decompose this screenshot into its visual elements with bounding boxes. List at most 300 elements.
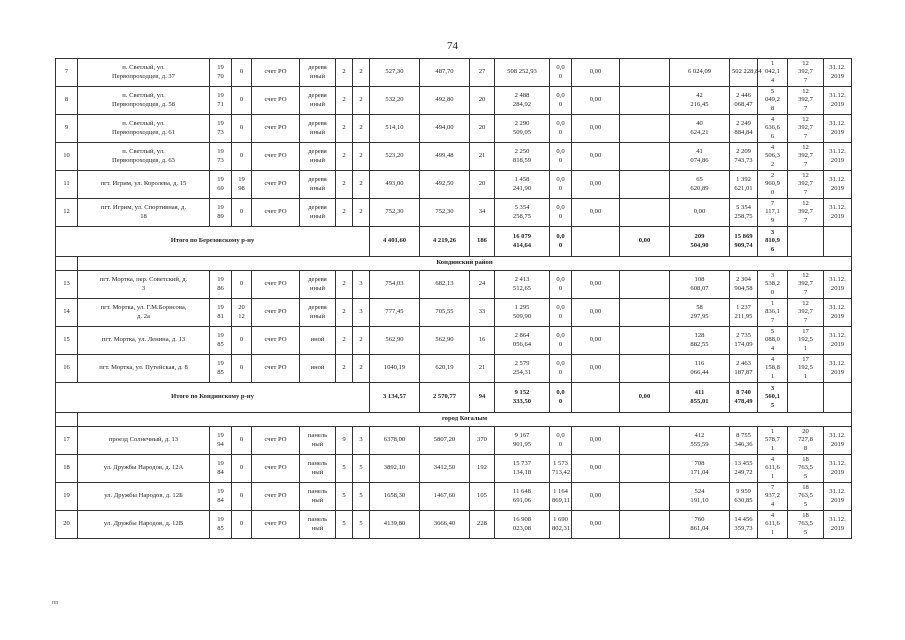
funding-method-cell: счет РО [252, 483, 300, 511]
municipal-cost-cell: 58 297,95 [670, 299, 730, 327]
unit-cost-cell: 5 088,0 4 [758, 327, 788, 355]
commission-year-cell: 19 69 [210, 171, 232, 199]
table-row [56, 327, 852, 355]
floors-cell: 2 [336, 115, 353, 143]
municipal-cost-cell: 128 882,55 [670, 327, 730, 355]
living-area-cell: 1467,60 [420, 483, 470, 511]
total-cost-cell: 1 458 241,90 [495, 171, 550, 199]
owners-cost-cell: 2 304 904,58 [730, 271, 758, 299]
floors-cell: 9 [336, 427, 353, 455]
deadline-cell: 31.12. 2019 [824, 455, 852, 483]
total-res-cell: 94 [470, 383, 495, 413]
funding-method-cell: счет РО [252, 427, 300, 455]
table-row [56, 115, 852, 143]
budget-cell: 0,00 [572, 87, 620, 115]
empty-cell [56, 257, 78, 271]
funding-method-cell: счет РО [252, 355, 300, 383]
total-area-cell: 752,30 [370, 199, 420, 227]
total-area-cell: 532,20 [370, 87, 420, 115]
commission-year-cell: 19 73 [210, 115, 232, 143]
row-number: 14 [56, 299, 78, 327]
deadline-cell: 31.12. 2019 [824, 115, 852, 143]
empty-cell [620, 143, 670, 171]
budget-cell: 0,00 [572, 115, 620, 143]
max-unit-cost-cell: 12 392,7 7 [788, 199, 824, 227]
fund-support-cell: 0,0 0 [550, 271, 572, 299]
floors-cell: 2 [336, 271, 353, 299]
max-unit-cost-cell: 20 727,8 8 [788, 427, 824, 455]
entrances-cell: 3 [353, 271, 370, 299]
overhaul-year-cell: 0 [232, 143, 252, 171]
residents-cell: 21 [470, 355, 495, 383]
owners-cost-cell: 2 209 743,73 [730, 143, 758, 171]
total-cost-cell: 1 295 509,90 [495, 299, 550, 327]
municipal-cost-cell: 0,00 [670, 199, 730, 227]
max-unit-cost-cell: 18 763,5 5 [788, 511, 824, 539]
address-cell: пгт. Мортка, ул. Г.М.Борисова, д. 2а [78, 299, 210, 327]
row-number: 7 [56, 59, 78, 87]
total-cost-cell: 2 488 284,92 [495, 87, 550, 115]
unit-cost-cell: 4 158,8 1 [758, 355, 788, 383]
address-cell: п. Светлый, ул. Первопроходцев, д. 58 [78, 87, 210, 115]
unit-cost-cell: 4 506,3 2 [758, 143, 788, 171]
owners-cost-cell: 1 392 621,01 [730, 171, 758, 199]
section-row [56, 413, 852, 427]
total-row [56, 383, 852, 413]
total-c1-cell: 16 079 414,64 [495, 227, 550, 257]
deadline-cell: 31.12. 2019 [824, 199, 852, 227]
total-cost-cell: 9 167 901,95 [495, 427, 550, 455]
fund-support-cell: 0,0 0 [550, 327, 572, 355]
deadline-cell: 31.12. 2019 [824, 171, 852, 199]
total-c3-cell: 0,00 [620, 383, 670, 413]
unit-cost-cell: 1 578,7 1 [758, 427, 788, 455]
commission-year-cell: 19 84 [210, 455, 232, 483]
total-area-cell: 4139,80 [370, 511, 420, 539]
total-cost-cell: 2 413 512,65 [495, 271, 550, 299]
empty-cell [620, 115, 670, 143]
wall-material-cell: деревя нный [300, 87, 336, 115]
funding-method-cell: счет РО [252, 327, 300, 355]
owners-cost-cell: 502 228,84 [730, 59, 758, 87]
fund-support-cell: 0,0 0 [550, 171, 572, 199]
overhaul-year-cell: 0 [232, 87, 252, 115]
housing-register-table [55, 58, 852, 539]
deadline-cell: 31.12. 2019 [824, 143, 852, 171]
living-area-cell: 3666,40 [420, 511, 470, 539]
floors-cell: 5 [336, 511, 353, 539]
empty-cell [620, 355, 670, 383]
wall-material-cell: деревя нный [300, 299, 336, 327]
residents-cell: 105 [470, 483, 495, 511]
empty-cell [572, 227, 620, 257]
floors-cell: 2 [336, 59, 353, 87]
budget-cell: 0,00 [572, 199, 620, 227]
residents-cell: 20 [470, 87, 495, 115]
funding-method-cell: счет РО [252, 87, 300, 115]
max-unit-cost-cell: 12 392,7 7 [788, 87, 824, 115]
table-row [56, 355, 852, 383]
table-row [56, 59, 852, 87]
fund-support-cell: 0,0 0 [550, 143, 572, 171]
unit-cost-cell: 7 937,2 4 [758, 483, 788, 511]
total-area-cell: 1658,30 [370, 483, 420, 511]
table-row [56, 427, 852, 455]
commission-year-cell: 19 85 [210, 355, 232, 383]
budget-cell: 0,00 [572, 171, 620, 199]
overhaul-year-cell: 0 [232, 355, 252, 383]
overhaul-year-cell: 0 [232, 327, 252, 355]
funding-method-cell: счет РО [252, 455, 300, 483]
empty-cell [788, 227, 824, 257]
table-row [56, 455, 852, 483]
total-c5-cell: 15 869 909,74 [730, 227, 758, 257]
table-row [56, 271, 852, 299]
floors-cell: 2 [336, 327, 353, 355]
overhaul-year-cell: 19 98 [232, 171, 252, 199]
total-c3-cell: 0,00 [620, 227, 670, 257]
budget-cell: 0,00 [572, 355, 620, 383]
floors-cell: 2 [336, 87, 353, 115]
total-cost-cell: 15 737 134,18 [495, 455, 550, 483]
overhaul-year-cell: 0 [232, 271, 252, 299]
entrances-cell: 5 [353, 511, 370, 539]
overhaul-year-cell: 20 12 [232, 299, 252, 327]
total-cost-cell: 11 648 691,06 [495, 483, 550, 511]
funding-method-cell: счет РО [252, 299, 300, 327]
unit-cost-cell: 3 538,2 0 [758, 271, 788, 299]
residents-cell: 228 [470, 511, 495, 539]
row-number: 13 [56, 271, 78, 299]
address-cell: ул. Дружбы Народов, д. 12Б [78, 483, 210, 511]
entrances-cell: 2 [353, 87, 370, 115]
commission-year-cell: 19 89 [210, 199, 232, 227]
total-a2-cell: 2 570,77 [420, 383, 470, 413]
commission-year-cell: 19 85 [210, 327, 232, 355]
overhaul-year-cell: 0 [232, 199, 252, 227]
fund-support-cell: 1 573 713,42 [550, 455, 572, 483]
wall-material-cell: иной [300, 327, 336, 355]
budget-cell: 0,00 [572, 483, 620, 511]
total-c4-cell: 411 855,01 [670, 383, 730, 413]
address-cell: пгт. Игрим, ул. Спортивная, д. 18 [78, 199, 210, 227]
entrances-cell: 2 [353, 115, 370, 143]
unit-cost-cell: 7 117,1 9 [758, 199, 788, 227]
entrances-cell: 2 [353, 171, 370, 199]
commission-year-cell: 19 81 [210, 299, 232, 327]
fund-support-cell: 0,0 0 [550, 299, 572, 327]
wall-material-cell: иной [300, 355, 336, 383]
commission-year-cell: 19 71 [210, 87, 232, 115]
total-c4-cell: 209 504,90 [670, 227, 730, 257]
max-unit-cost-cell: 17 192,5 1 [788, 355, 824, 383]
commission-year-cell: 19 73 [210, 143, 232, 171]
residents-cell: 16 [470, 327, 495, 355]
owners-cost-cell: 13 455 249,72 [730, 455, 758, 483]
residents-cell: 21 [470, 143, 495, 171]
max-unit-cost-cell: 12 392,7 7 [788, 143, 824, 171]
total-cost-cell: 16 908 023,08 [495, 511, 550, 539]
total-a2-cell: 4 219,26 [420, 227, 470, 257]
total-cost-cell: 2 864 056,64 [495, 327, 550, 355]
owners-cost-cell: 2 735 174,09 [730, 327, 758, 355]
total-label: Итого по Кондинскому р-ну [56, 383, 370, 413]
table-row [56, 199, 852, 227]
empty-cell [620, 327, 670, 355]
unit-cost-cell: 1 836,1 7 [758, 299, 788, 327]
table-row [56, 143, 852, 171]
total-area-cell: 527,30 [370, 59, 420, 87]
table-row [56, 483, 852, 511]
footer-mark: пп [52, 600, 59, 606]
owners-cost-cell: 2 249 884,84 [730, 115, 758, 143]
max-unit-cost-cell: 17 192,5 1 [788, 327, 824, 355]
empty-cell [620, 59, 670, 87]
max-unit-cost-cell: 12 392,7 7 [788, 271, 824, 299]
total-c2-cell: 0,0 0 [550, 227, 572, 257]
row-number: 18 [56, 455, 78, 483]
municipal-cost-cell: 760 861,04 [670, 511, 730, 539]
fund-support-cell: 0,0 0 [550, 59, 572, 87]
budget-cell: 0,00 [572, 143, 620, 171]
total-c2-cell: 0,0 0 [550, 383, 572, 413]
empty-cell [56, 413, 78, 427]
floors-cell: 5 [336, 455, 353, 483]
total-area-cell: 6378,00 [370, 427, 420, 455]
living-area-cell: 487,70 [420, 59, 470, 87]
funding-method-cell: счет РО [252, 171, 300, 199]
total-area-cell: 562,90 [370, 327, 420, 355]
municipal-cost-cell: 65 620,89 [670, 171, 730, 199]
section-label: Кондинский район [78, 257, 852, 271]
deadline-cell: 31.12. 2019 [824, 59, 852, 87]
living-area-cell: 494,00 [420, 115, 470, 143]
residents-cell: 20 [470, 115, 495, 143]
total-c5-cell: 8 740 478,49 [730, 383, 758, 413]
budget-cell: 0,00 [572, 327, 620, 355]
wall-material-cell: деревя нный [300, 171, 336, 199]
row-number: 17 [56, 427, 78, 455]
unit-cost-cell: 4 611,6 1 [758, 511, 788, 539]
funding-method-cell: счет РО [252, 115, 300, 143]
address-cell: ул. Дружбы Народов, д. 12В [78, 511, 210, 539]
living-area-cell: 492,80 [420, 87, 470, 115]
overhaul-year-cell: 0 [232, 59, 252, 87]
budget-cell: 0,00 [572, 455, 620, 483]
address-cell: ул. Дружбы Народов, д. 12А [78, 455, 210, 483]
floors-cell: 2 [336, 143, 353, 171]
total-c6-cell: 3 810,9 6 [758, 227, 788, 257]
residents-cell: 33 [470, 299, 495, 327]
floors-cell: 2 [336, 171, 353, 199]
empty-cell [572, 383, 620, 413]
entrances-cell: 5 [353, 455, 370, 483]
owners-cost-cell: 2 463 187,87 [730, 355, 758, 383]
owners-cost-cell: 14 456 359,73 [730, 511, 758, 539]
wall-material-cell: деревя нный [300, 59, 336, 87]
total-cost-cell: 5 354 258,75 [495, 199, 550, 227]
empty-cell [620, 483, 670, 511]
floors-cell: 5 [336, 483, 353, 511]
total-cost-cell: 508 252,93 [495, 59, 550, 87]
fund-support-cell: 0,0 0 [550, 87, 572, 115]
budget-cell: 0,00 [572, 59, 620, 87]
entrances-cell: 2 [353, 143, 370, 171]
empty-cell [824, 383, 852, 413]
wall-material-cell: деревя нный [300, 199, 336, 227]
empty-cell [620, 271, 670, 299]
wall-material-cell: деревя нный [300, 143, 336, 171]
empty-cell [620, 455, 670, 483]
row-number: 11 [56, 171, 78, 199]
max-unit-cost-cell: 12 392,7 7 [788, 299, 824, 327]
overhaul-year-cell: 0 [232, 115, 252, 143]
address-cell: п. Светлый, ул. Первопроходцев, д. 61 [78, 115, 210, 143]
wall-material-cell: панель ный [300, 483, 336, 511]
max-unit-cost-cell: 12 392,7 7 [788, 59, 824, 87]
living-area-cell: 499,48 [420, 143, 470, 171]
empty-cell [620, 299, 670, 327]
residents-cell: 192 [470, 455, 495, 483]
entrances-cell: 3 [353, 427, 370, 455]
total-cost-cell: 2 579 254,31 [495, 355, 550, 383]
deadline-cell: 31.12. 2019 [824, 87, 852, 115]
row-number: 20 [56, 511, 78, 539]
fund-support-cell: 1 690 802,31 [550, 511, 572, 539]
living-area-cell: 562,90 [420, 327, 470, 355]
living-area-cell: 682,13 [420, 271, 470, 299]
funding-method-cell: счет РО [252, 143, 300, 171]
max-unit-cost-cell: 18 763,5 5 [788, 483, 824, 511]
fund-support-cell: 1 164 869,11 [550, 483, 572, 511]
living-area-cell: 3412,50 [420, 455, 470, 483]
fund-support-cell: 0,0 0 [550, 427, 572, 455]
living-area-cell: 705,55 [420, 299, 470, 327]
total-cost-cell: 2 290 509,05 [495, 115, 550, 143]
fund-support-cell: 0,0 0 [550, 199, 572, 227]
total-area-cell: 1040,19 [370, 355, 420, 383]
max-unit-cost-cell: 18 763,5 5 [788, 455, 824, 483]
commission-year-cell: 19 85 [210, 511, 232, 539]
address-cell: проезд Солнечный, д. 13 [78, 427, 210, 455]
address-cell: п. Светлый, ул. Первопроходцев, д. 37 [78, 59, 210, 87]
overhaul-year-cell: 0 [232, 511, 252, 539]
total-a1-cell: 3 134,57 [370, 383, 420, 413]
budget-cell: 0,00 [572, 299, 620, 327]
deadline-cell: 31.12. 2019 [824, 427, 852, 455]
unit-cost-cell: 5 049,2 8 [758, 87, 788, 115]
overhaul-year-cell: 0 [232, 483, 252, 511]
funding-method-cell: счет РО [252, 199, 300, 227]
owners-cost-cell: 2 446 068,47 [730, 87, 758, 115]
address-cell: пгт. Мортка, пер. Советский, д. 3 [78, 271, 210, 299]
residents-cell: 24 [470, 271, 495, 299]
municipal-cost-cell: 40 624,21 [670, 115, 730, 143]
row-number: 15 [56, 327, 78, 355]
deadline-cell: 31.12. 2019 [824, 511, 852, 539]
municipal-cost-cell: 116 066,44 [670, 355, 730, 383]
deadline-cell: 31.12. 2019 [824, 327, 852, 355]
residents-cell: 27 [470, 59, 495, 87]
total-area-cell: 3892,10 [370, 455, 420, 483]
living-area-cell: 492,50 [420, 171, 470, 199]
owners-cost-cell: 5 354 258,75 [730, 199, 758, 227]
empty-cell [620, 427, 670, 455]
municipal-cost-cell: 6 024,09 [670, 59, 730, 87]
owners-cost-cell: 1 237 211,95 [730, 299, 758, 327]
empty-cell [788, 383, 824, 413]
table-row [56, 171, 852, 199]
section-label: город Когалым [78, 413, 852, 427]
total-label: Итого по Березовскому р-ну [56, 227, 370, 257]
total-area-cell: 777,45 [370, 299, 420, 327]
municipal-cost-cell: 41 074,86 [670, 143, 730, 171]
section-row [56, 257, 852, 271]
page-number: 74 [447, 40, 458, 52]
overhaul-year-cell: 0 [232, 455, 252, 483]
funding-method-cell: счет РО [252, 59, 300, 87]
budget-cell: 0,00 [572, 271, 620, 299]
empty-cell [824, 227, 852, 257]
address-cell: п. Светлый, ул. Первопроходцев, д. 63 [78, 143, 210, 171]
total-res-cell: 186 [470, 227, 495, 257]
fund-support-cell: 0,0 0 [550, 115, 572, 143]
empty-cell [620, 171, 670, 199]
unit-cost-cell: 4 611,6 1 [758, 455, 788, 483]
budget-cell: 0,00 [572, 427, 620, 455]
living-area-cell: 620,19 [420, 355, 470, 383]
deadline-cell: 31.12. 2019 [824, 483, 852, 511]
total-area-cell: 754,03 [370, 271, 420, 299]
unit-cost-cell: 2 960,9 0 [758, 171, 788, 199]
residents-cell: 20 [470, 171, 495, 199]
municipal-cost-cell: 42 216,45 [670, 87, 730, 115]
row-number: 16 [56, 355, 78, 383]
row-number: 9 [56, 115, 78, 143]
wall-material-cell: панель ный [300, 511, 336, 539]
address-cell: пгт. Игрим, ул. Королева, д. 15 [78, 171, 210, 199]
wall-material-cell: панель ный [300, 427, 336, 455]
deadline-cell: 31.12. 2019 [824, 271, 852, 299]
entrances-cell: 2 [353, 199, 370, 227]
funding-method-cell: счет РО [252, 511, 300, 539]
row-number: 12 [56, 199, 78, 227]
wall-material-cell: деревя нный [300, 271, 336, 299]
residents-cell: 34 [470, 199, 495, 227]
fund-support-cell: 0,0 0 [550, 355, 572, 383]
row-number: 8 [56, 87, 78, 115]
total-area-cell: 493,00 [370, 171, 420, 199]
municipal-cost-cell: 524 191,10 [670, 483, 730, 511]
total-area-cell: 514,10 [370, 115, 420, 143]
table-row [56, 87, 852, 115]
overhaul-year-cell: 0 [232, 427, 252, 455]
floors-cell: 2 [336, 299, 353, 327]
address-cell: пгт. Мортка, ул. Путейская, д. 8 [78, 355, 210, 383]
wall-material-cell: панель ный [300, 455, 336, 483]
municipal-cost-cell: 412 555,59 [670, 427, 730, 455]
table-row [56, 511, 852, 539]
entrances-cell: 2 [353, 59, 370, 87]
entrances-cell: 5 [353, 483, 370, 511]
total-c1-cell: 9 152 333,50 [495, 383, 550, 413]
total-c6-cell: 3 560,1 5 [758, 383, 788, 413]
commission-year-cell: 19 84 [210, 483, 232, 511]
entrances-cell: 3 [353, 299, 370, 327]
address-cell: пгт. Мортка, ул. Ленина, д. 13 [78, 327, 210, 355]
municipal-cost-cell: 108 608,07 [670, 271, 730, 299]
deadline-cell: 31.12. 2019 [824, 299, 852, 327]
